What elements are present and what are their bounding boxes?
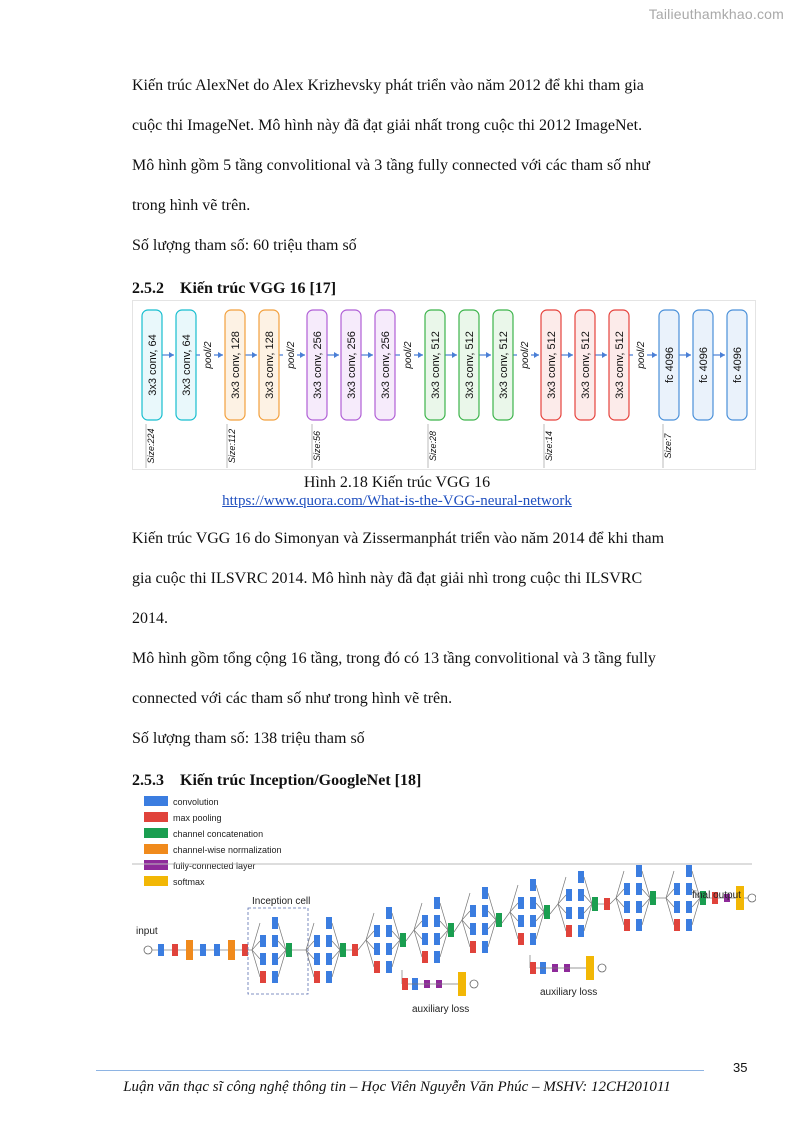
- vgg-source-link[interactable]: https://www.quora.com/What-is-the-VGG-neural-network: [222, 493, 572, 509]
- layer-block: [434, 933, 440, 945]
- layer-label: 3x3 conv, 512: [546, 331, 558, 399]
- layer-block: [624, 901, 630, 913]
- connection: [454, 920, 462, 932]
- legend-swatch: [144, 812, 168, 822]
- legend-swatch: [144, 828, 168, 838]
- layer-block: [242, 944, 248, 956]
- layer-block: [470, 905, 476, 917]
- layer-block: [470, 923, 476, 935]
- layer-block: [586, 956, 594, 980]
- layer-block: [604, 898, 610, 910]
- layer-block: [400, 933, 406, 947]
- layer-label: 3x3 conv, 512: [430, 331, 442, 399]
- layer-label: 3x3 conv, 64: [181, 334, 193, 396]
- layer-block: [272, 917, 278, 929]
- layer-block: [530, 933, 536, 945]
- layer-block: [482, 923, 488, 935]
- layer-label: 3x3 conv, 128: [264, 331, 276, 399]
- layer-label: fc 4096: [698, 346, 710, 384]
- legend-swatch: [144, 844, 168, 854]
- layer-block: [650, 891, 656, 905]
- vgg-paragraph: [132, 519, 732, 759]
- section-number: 2.5.2: [132, 280, 164, 297]
- layer-label: 3x3 conv, 256: [380, 331, 392, 399]
- layer-block: [686, 919, 692, 931]
- size-label: Size:224: [146, 428, 156, 464]
- size-label: Size:14: [544, 430, 554, 462]
- text-line: trong hình vẽ trên.: [132, 197, 251, 214]
- layer-block: [260, 935, 266, 947]
- aux-output-node: [470, 980, 478, 988]
- layer-block: [578, 925, 584, 937]
- layer-label: 3x3 conv, 512: [580, 331, 592, 399]
- layer-block: [260, 953, 266, 965]
- layer-block: [578, 907, 584, 919]
- layer-block: [326, 935, 332, 947]
- layer-label: 3x3 conv, 512: [498, 331, 510, 399]
- layer-label: fc 4096: [732, 346, 744, 384]
- section-title: Kiến trúc VGG 16 [17]: [180, 280, 337, 297]
- auxiliary-loss-label: auxiliary loss: [412, 1004, 470, 1015]
- legend-label: channel-wise normalization: [173, 845, 282, 855]
- layer-block: [482, 941, 488, 953]
- connection: [358, 940, 366, 950]
- layer-block: [386, 961, 392, 973]
- layer-block: [422, 915, 428, 927]
- pool-label: pool/2: [636, 341, 647, 369]
- layer-block: [518, 915, 524, 927]
- layer-block: [636, 883, 642, 895]
- layer-block: [530, 897, 536, 909]
- layer-block: [286, 943, 292, 957]
- layer-block: [214, 944, 220, 956]
- layer-label: 3x3 conv, 64: [147, 334, 159, 396]
- layer-block: [566, 907, 572, 919]
- layer-block: [674, 901, 680, 913]
- text-line: Kiến trúc VGG 16 do Simonyan và Zissermanphát triển vào năm 2014 để khi tham: [132, 530, 665, 547]
- layer-block: [272, 935, 278, 947]
- layer-block: [674, 883, 680, 895]
- connection: [610, 898, 616, 904]
- legend: [144, 796, 282, 887]
- layer-block: [530, 915, 536, 927]
- text-line: 2014.: [132, 610, 168, 627]
- text-line: gia cuộc thi ILSVRC 2014. Mô hình này đã đạt giải nhì trong cuộc thi ILSVRC: [132, 570, 643, 587]
- connection: [550, 904, 558, 914]
- text-line: Mô hình gồm tổng cộng 16 tầng, trong đó có 13 tầng convolitional và 3 tầng fully: [132, 650, 656, 667]
- layer-block: [458, 972, 466, 996]
- text-line: Mô hình gồm 5 tầng convolitional và 3 tầng fully connected với các tham số như: [132, 157, 650, 174]
- legend-swatch: [144, 860, 168, 870]
- size-label: Size:56: [312, 430, 322, 462]
- layer-block: [260, 971, 266, 983]
- auxiliary-loss-label: auxiliary loss: [540, 987, 598, 998]
- layer-block: [314, 935, 320, 947]
- layer-block: [636, 919, 642, 931]
- footer-divider: [96, 1070, 704, 1071]
- layer-block: [482, 887, 488, 899]
- size-label: Size:7: [663, 433, 673, 459]
- layer-block: [326, 917, 332, 929]
- size-label: Size:28: [428, 430, 438, 462]
- legend-label: softmax: [173, 877, 205, 887]
- layer-label: 3x3 conv, 512: [464, 331, 476, 399]
- connection: [502, 912, 510, 923]
- layer-block: [434, 897, 440, 909]
- size-label: Size:112: [227, 428, 237, 464]
- legend-label: fully-connected layer: [173, 861, 256, 871]
- section-number: 2.5.3: [132, 772, 164, 789]
- layer-block: [578, 889, 584, 901]
- layer-label: fc 4096: [664, 346, 676, 384]
- layer-block: [434, 915, 440, 927]
- inception-googlenet-figure: [132, 792, 756, 1020]
- legend-label: max pooling: [173, 813, 222, 823]
- layer-block: [566, 925, 572, 937]
- inception-cell-label: Inception cell: [252, 896, 311, 907]
- layer-block: [186, 940, 193, 960]
- page-number: 35: [733, 1060, 748, 1075]
- layer-block: [386, 943, 392, 955]
- vgg16-architecture-figure: [132, 300, 756, 470]
- layer-block: [228, 940, 235, 960]
- layer-block: [686, 901, 692, 913]
- layer-block: [172, 944, 178, 956]
- network-diagram: [136, 865, 756, 1015]
- aux-output-node: [598, 964, 606, 972]
- layer-block: [624, 883, 630, 895]
- layer-block: [624, 919, 630, 931]
- layer-label: 3x3 conv, 128: [230, 331, 242, 399]
- connection: [406, 930, 414, 941]
- layer-block: [326, 971, 332, 983]
- section-heading-inception: [132, 772, 421, 790]
- pool-label: pool/2: [286, 341, 297, 369]
- alexnet-paragraph: [132, 66, 732, 266]
- text-line: Kiến trúc AlexNet do Alex Krizhevsky phát triển vào năm 2012 để khi tham gia: [132, 77, 644, 94]
- layer-block: [566, 889, 572, 901]
- input-label: input: [136, 926, 158, 937]
- layer-block: [544, 905, 550, 919]
- layer-block: [352, 944, 358, 956]
- layer-block: [482, 905, 488, 917]
- text-line: cuộc thi ImageNet. Mô hình này đã đạt giải nhất trong cuộc thi 2012 ImageNet.: [132, 117, 643, 134]
- footer-text: Luận văn thạc sĩ công nghệ thông tin – Học Viên Nguyễn Văn Phúc – MSHV: 12CH201011: [123, 1079, 671, 1095]
- text-line: connected với các tham số như trong hình vẽ trên.: [132, 690, 453, 707]
- layer-block: [448, 923, 454, 937]
- text-line: Số lượng tham số: 138 triệu tham số: [132, 730, 365, 747]
- vgg-figure-caption: Hình 2.18 Kiến trúc VGG 16: [303, 474, 491, 491]
- pool-label: pool/2: [203, 341, 214, 369]
- layer-block: [578, 871, 584, 883]
- section-title: Kiến trúc Inception/GoogleNet [18]: [180, 772, 422, 789]
- text-line: Số lượng tham số: 60 triệu tham số: [132, 237, 357, 254]
- layer-block: [374, 961, 380, 973]
- layer-block: [518, 933, 524, 945]
- layer-block: [386, 907, 392, 919]
- layer-block: [496, 913, 502, 927]
- layer-block: [530, 879, 536, 891]
- legend-swatch: [144, 796, 168, 806]
- output-node: [748, 894, 756, 902]
- layer-block: [326, 953, 332, 965]
- layer-block: [314, 953, 320, 965]
- layer-block: [314, 971, 320, 983]
- layer-block: [422, 951, 428, 963]
- final-output-label: final output: [692, 890, 741, 901]
- pool-label: pool/2: [520, 341, 531, 369]
- layer-block: [340, 943, 346, 957]
- layer-block: [674, 919, 680, 931]
- layer-label: 3x3 conv, 256: [346, 331, 358, 399]
- layer-block: [402, 978, 408, 990]
- layer-label: 3x3 conv, 256: [312, 331, 324, 399]
- layer-block: [272, 971, 278, 983]
- pool-label: pool/2: [403, 341, 414, 369]
- layer-block: [530, 962, 536, 974]
- layer-block: [636, 901, 642, 913]
- layer-label: 3x3 conv, 512: [614, 331, 626, 399]
- layer-block: [636, 865, 642, 877]
- layer-block: [386, 925, 392, 937]
- layer-block: [686, 865, 692, 877]
- layer-block: [422, 933, 428, 945]
- section-heading-vgg: [132, 280, 336, 298]
- layer-block: [518, 897, 524, 909]
- layer-block: [592, 897, 598, 911]
- legend-label: channel concatenation: [173, 829, 264, 839]
- layer-block: [374, 925, 380, 937]
- layer-block: [272, 953, 278, 965]
- layer-block: [434, 951, 440, 963]
- layer-block: [158, 944, 164, 956]
- legend-swatch: [144, 876, 168, 886]
- input-node: [144, 946, 152, 954]
- legend-label: convolution: [173, 797, 219, 807]
- layer-block: [374, 943, 380, 955]
- watermark: Tailieuthamkhao.com: [648, 6, 784, 22]
- layer-block: [200, 944, 206, 956]
- layer-block: [470, 941, 476, 953]
